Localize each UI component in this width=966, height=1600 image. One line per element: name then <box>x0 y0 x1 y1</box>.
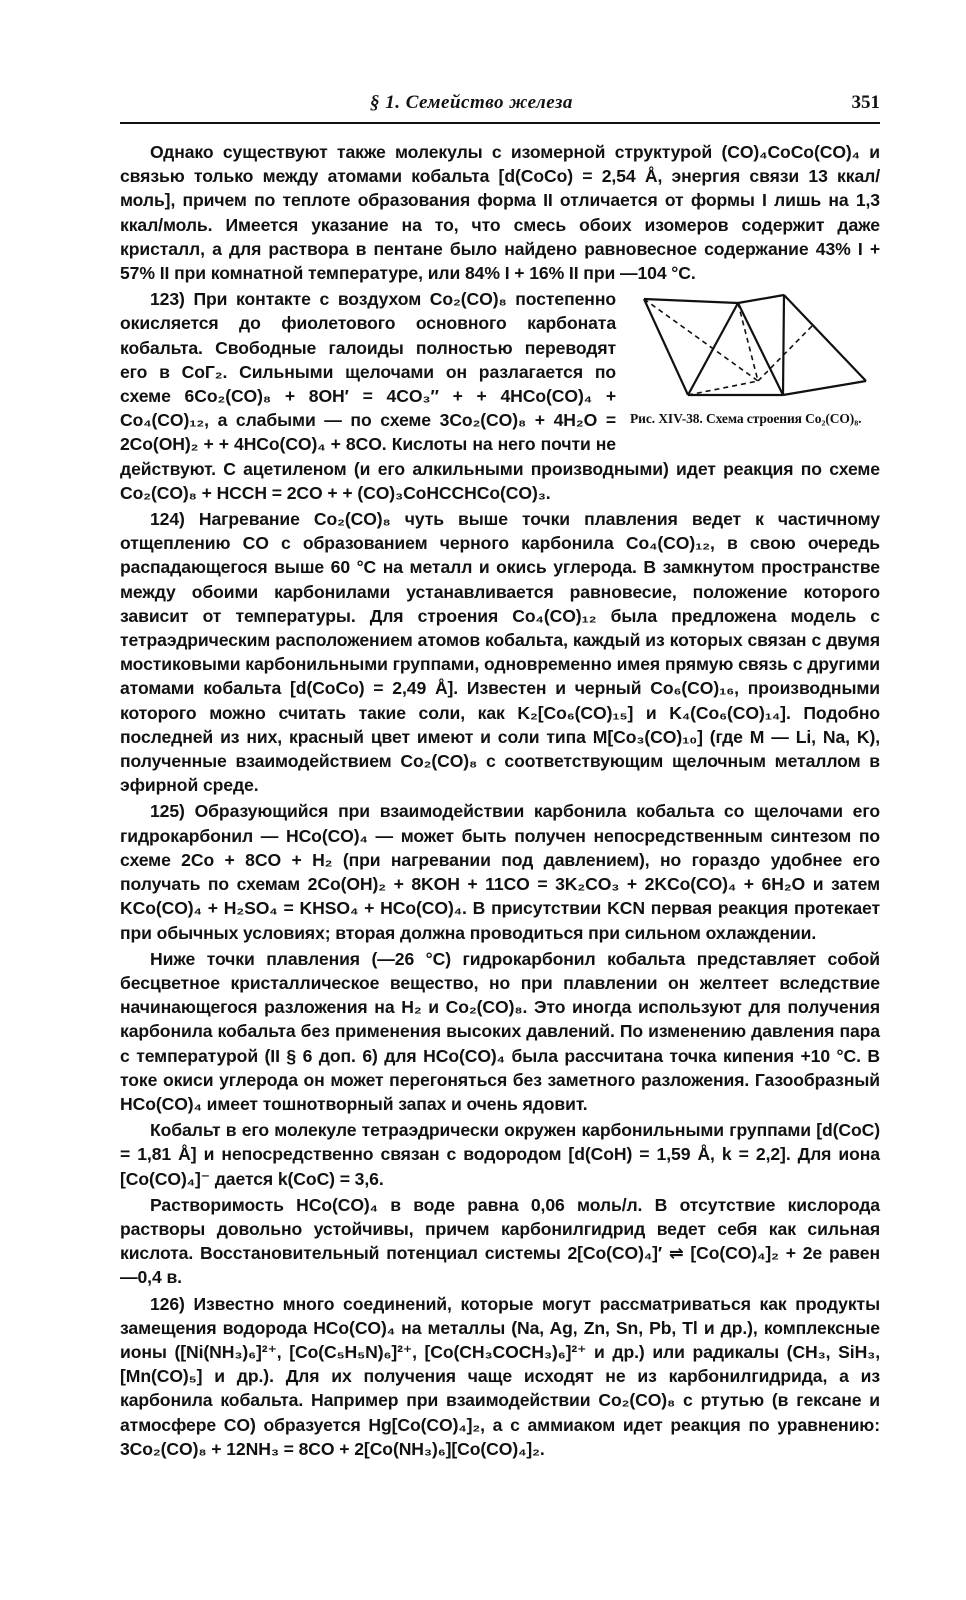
page-number: 351 <box>851 92 880 113</box>
paragraph-125: 125) Образующийся при взаимодействии карбонила кобальта со щелочами его гидрокарбонил — HCo(CO)₄ — может быть получен непосредственным синтезом по схеме 2Co + 8CO + H₂ (при нагревании под давлением), но гораздо удобнее его получать по схемам 2Co(OH)₂ + 8KOH + 11CO = 3K₂CO₃ + 2KCo(CO)₄ + 6H₂O и затем KCo(CO)₄ + H₂SO₄ = KHSO₄ + HCo(CO)₄. В присутствии KCN первая реакция протекает при обычных условиях; вторая должна проводиться при сильном охлаждении. <box>120 801 880 943</box>
structure-edge <box>644 299 688 395</box>
paragraph-124: 124) Нагревание Co₂(CO)₈ чуть выше точки плавления ведет к частичному отщеплению CO с образованием черного карбонила Co₄(CO)₁₂, в свою очередь распадающегося выше 60 °С на металл и окись углерода. В замкнутом пространстве между обоими карбонилами устанавливается равновесие, положение которого зависит от температуры. Для строения Co₄(CO)₁₂ была предложена модель с тетраэдрическим расположением атомов кобальта, каждый из которых связан с двумя мостиковыми карбонильными группами, одновременно имея прямую связь с другими атомами кобальта [d(CoCo) = 2,49 Å]. Известен и черный Co₆(CO)₁₆, производными которого можно считать такие соли, как K₂[Co₆(CO)₁₅] и K₄(Co₆(CO)₁₄]. Подобно последней из них, красный цвет имеют и соли типа M[Co₃(CO)₁₀] (где M — Li, Na, K), полученные взаимодействием Co₂(CO)₈ с соответствующим щелочным металлом в эфирной среде. <box>120 509 880 796</box>
figure-co2co8-structure <box>630 291 880 429</box>
paragraph-solubility: Растворимость HCo(CO)₄ в воде равна 0,06 моль/л. В отсутствие кислорода растворы довольно устойчивы, причем карбонилгидрид ведет себя как сильная кислота. Восстановительный потенциал системы 2[Co(CO)₄]′ ⇌ [Co(CO)₄]₂ + 2e равен —0,4 в. <box>120 1194 880 1288</box>
paragraph-isomers: Однако существуют также молекулы с изомерной структурой (CO)₄CoCo(CO)₄ и связью только между атомами кобальта [d(CoCo) = 2,54 Å, энергия связи 13 ккал/моль], причем по теплоте образования форма II отличается от формы I лишь на 1,3 ккал/моль. Имеется указание на то, что смесь обоих изомеров содержит даже кристалл, а для раствора в пентане было найдено равновесное содержание 43% I + 57% II при комнатной температуре, или 84% I + 16% II при —104 °С. <box>120 142 880 284</box>
page-header <box>120 92 880 124</box>
structure-edge <box>784 295 866 381</box>
structure-edge <box>738 295 784 303</box>
body-text <box>120 140 880 1461</box>
paragraph-126: 126) Известно много соединений, которые могут рассматриваться как продукты замещения водорода HCo(CO)₄ на металлы (Na, Ag, Zn, Sn, Pb, Tl и др.), комплексные ионы ([Ni(NH₃)₆]²⁺, [Co(C₅H₅N)₆]²⁺, [Co(CH₃COCH₃)₆]²⁺ и др.) или радикалы (CH₃, SiH₃, [Mn(CO)₅] и др.). Для их получения чаще исходят не из карбонилгидрида, а из карбонила кобальта. Например при взаимодействии Co₂(CO)₈ с ртутью (в гексане и атмосфере CO) образуется Hg[Co(CO)₄]₂, а с аммиаком идет реакция по уравнению: 3Co₂(CO)₈ + 12NH₃ = 8CO + 2[Co(NH₃)₆][Co(CO)₄]₂. <box>120 1293 880 1459</box>
structure-hidden-edge <box>688 381 758 395</box>
structure-hidden-edge <box>813 325 866 381</box>
running-title: § 1. Семейство железа <box>370 92 573 113</box>
paragraph-123 <box>120 287 880 505</box>
structure-edge <box>738 303 783 395</box>
figure-caption: Рис. XIV-38. Схема строения Co₂(CO)₈. <box>630 411 862 427</box>
paragraph-structure: Кобальт в его молекуле тетраэдрически окружен карбонильными группами [d(CoC) = 1,81 Å] и непосредственно связан с водородом [d(CoH) = 1,59 Å, k = 2,2]. Для иона [Co(CO)₄]⁻ дается k(CoC) = 3,6. <box>120 1120 880 1189</box>
structure-hidden-edge <box>758 325 813 381</box>
paragraph-melting: Ниже точки плавления (—26 °С) гидрокарбонил кобальта представляет собой бесцветное кристаллическое вещество, но при плавлении он желтеет вследствие начинающегося разложения на H₂ и Co₂(CO)₈. Это иногда используют для получения карбонила кобальта без применения высоких давлений. По изменению давления пара с температурой (II § 6 доп. 6) для HCo(CO)₄ была рассчитана точка кипения +10 °С. В токе окиси углерода он может перегоняться без заметного разложения. Газообразный HCo(CO)₄ имеет тошнотворный запах и очень ядовит. <box>120 948 880 1114</box>
paragraph-123-text: 123) При контакте с воздухом Co₂(CO)₈ постепенно окисляется до фиолетового основного карбоната кобальта. Свободные галоиды полностью переводят его в CoГ₂. Сильными щелочами он разлагается по схеме 6Co₂(CO)₈ + 8OH′ = 4CO₃″ + + 4HCo(CO)₄ + Co₄(CO)₁₂, а слабыми — по схеме 3Co₂(CO)₈ + 4H₂O = 2Co(OH)₂ + + 4HCo(CO)₄ + 8CO. Кислоты на него почти не действуют. С ацетиленом (и его алкильными производными) идет реакция по схеме Co₂(CO)₈ + HCCH = 2CO + + (CO)₃CoHCCHCo(CO)₃. <box>120 289 880 503</box>
structure-edge <box>783 295 784 395</box>
structure-edge <box>644 299 738 303</box>
co2co8-structure-diagram <box>638 291 874 403</box>
structure-edge <box>783 381 866 395</box>
